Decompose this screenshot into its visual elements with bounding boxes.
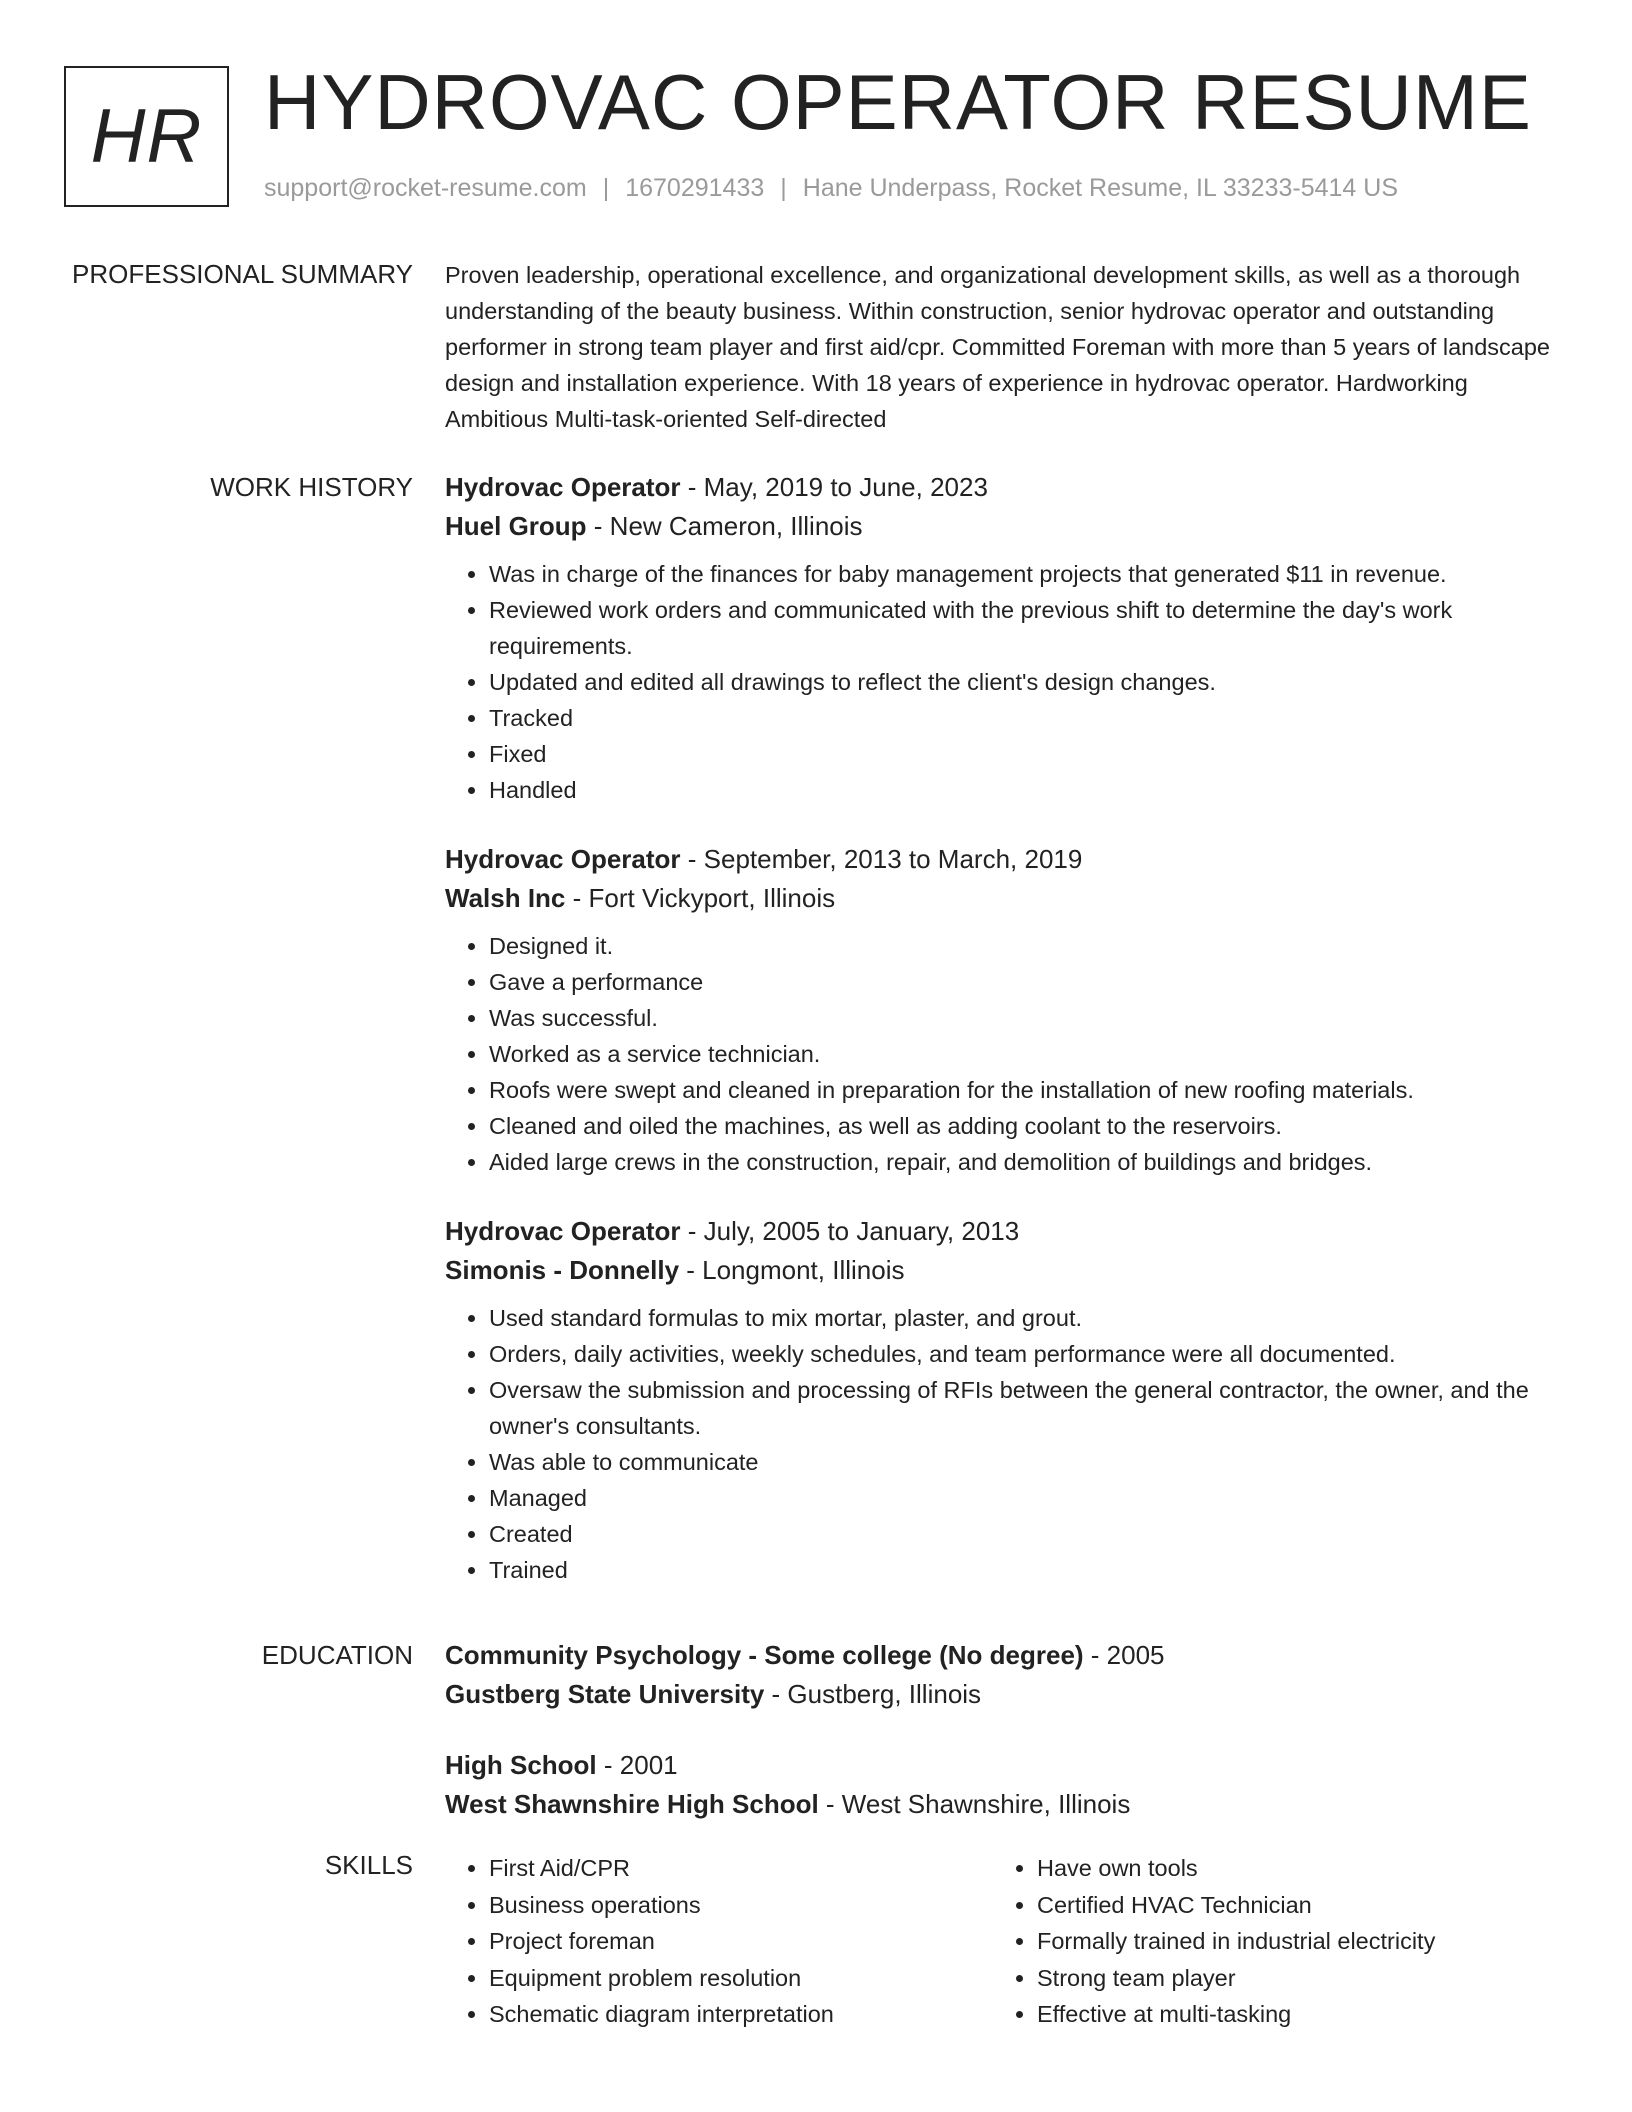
- job-bullet: • Handled: [489, 772, 1565, 808]
- job-bullet: • Orders, daily activities, weekly schedules, and team performance were all documented.: [489, 1336, 1565, 1372]
- job-bullet: • Designed it.: [489, 928, 1565, 964]
- education-year: - 2001: [596, 1750, 678, 1780]
- job-dates: - July, 2005 to January, 2013: [680, 1216, 1020, 1246]
- skills-list-left: [445, 1850, 993, 2033]
- summary-body: [445, 257, 1565, 437]
- job-bullet: • Managed: [489, 1480, 1565, 1516]
- job-bullets: [445, 1300, 1565, 1588]
- job-company: Simonis - Donnelly: [445, 1255, 680, 1285]
- job-bullet: • Cleaned and oiled the machines, as well as adding coolant to the reservoirs.: [489, 1108, 1565, 1144]
- skill-item: • Formally trained in industrial electricity: [1037, 1923, 1541, 1960]
- job-bullet: • Worked as a service technician.: [489, 1036, 1565, 1072]
- skills-grid: [445, 1850, 1565, 2033]
- skill-item: • Schematic diagram interpretation: [489, 1996, 993, 2033]
- job-bullet: • Fixed: [489, 736, 1565, 772]
- education-degree-line: [445, 1746, 1565, 1785]
- skill-item: • First Aid/CPR: [489, 1850, 993, 1887]
- contact-phone: 1670291433: [625, 174, 765, 202]
- summary-text: Proven leadership, operational excellence, and organizational development skills, as well as a thorough understanding of the beauty business. Within construction, senior hydrovac operator and outstanding performer in strong team player and first aid/cpr. Committed Foreman with more than 5 years of landscape design and installation experience. With 18 years of experience in hydrovac operator. Hardworking Ambitious Multi-task-oriented Self-directed: [445, 262, 1550, 432]
- job-bullet: • Tracked: [489, 700, 1565, 736]
- education-school: West Shawnshire High School: [445, 1789, 819, 1819]
- job-bullet: • Aided large crews in the construction, repair, and demolition of buildings and bridges.: [489, 1144, 1565, 1180]
- skills-label: SKILLS: [324, 1850, 413, 1880]
- job-entry: [445, 1212, 1565, 1588]
- education-location: - Gustberg, Illinois: [764, 1679, 982, 1709]
- page-title: HYDROVAC OPERATOR RESUME: [264, 58, 1532, 146]
- education-degree: Community Psychology - Some college (No degree): [445, 1640, 1084, 1670]
- contact-separator: |: [780, 174, 787, 202]
- summary-label: PROFESSIONAL SUMMARY: [72, 259, 413, 289]
- skill-item: • Equipment problem resolution: [489, 1960, 993, 1997]
- education-degree: High School: [445, 1750, 597, 1780]
- job-location: - New Cameron, Illinois: [586, 511, 863, 541]
- contact-address: Hane Underpass, Rocket Resume, IL 33233-5414 US: [802, 174, 1399, 202]
- skill-item: • Project foreman: [489, 1923, 993, 1960]
- job-dates: - September, 2013 to March, 2019: [680, 844, 1083, 874]
- job-bullet: • Gave a performance: [489, 964, 1565, 1000]
- skill-item: • Strong team player: [1037, 1960, 1541, 1997]
- contact-line: [264, 174, 1398, 203]
- contact-email: support@rocket-resume.com: [264, 174, 587, 202]
- job-bullet: • Used standard formulas to mix mortar, plaster, and grout.: [489, 1300, 1565, 1336]
- job-title-line: [445, 468, 1565, 507]
- job-title-line: [445, 840, 1565, 879]
- skill-item: • Certified HVAC Technician: [1037, 1887, 1541, 1924]
- education-location: - West Shawnshire, Illinois: [818, 1789, 1131, 1819]
- job-bullet: • Was successful.: [489, 1000, 1565, 1036]
- education-school-line: [445, 1785, 1565, 1824]
- education-year: - 2005: [1083, 1640, 1165, 1670]
- job-company-line: [445, 879, 1565, 918]
- job-bullet: • Roofs were swept and cleaned in preparation for the installation of new roofing materials.: [489, 1072, 1565, 1108]
- job-bullet: • Trained: [489, 1552, 1565, 1588]
- skill-item: • Business operations: [489, 1887, 993, 1924]
- job-company-line: [445, 1251, 1565, 1290]
- job-title: Hydrovac Operator: [445, 1216, 681, 1246]
- education-school-line: [445, 1675, 1565, 1714]
- job-location: - Longmont, Illinois: [679, 1255, 905, 1285]
- work-history-label: WORK HISTORY: [210, 472, 413, 502]
- education-degree-line: [445, 1636, 1565, 1675]
- job-bullet: • Was able to communicate: [489, 1444, 1565, 1480]
- job-bullet: • Reviewed work orders and communicated with the previous shift to determine the day's work requirements.: [489, 592, 1565, 664]
- skill-item: • Effective at multi-tasking: [1037, 1996, 1541, 2033]
- monogram-logo: HR: [64, 66, 229, 207]
- skills-list-right: [993, 1850, 1541, 2033]
- job-company: Walsh Inc: [445, 883, 566, 913]
- job-entry: [445, 840, 1565, 1180]
- job-title: Hydrovac Operator: [445, 472, 681, 502]
- job-company-line: [445, 507, 1565, 546]
- work-history-body: [445, 468, 1565, 1620]
- contact-separator: |: [602, 174, 610, 202]
- education-entry: [445, 1636, 1565, 1714]
- education-label: EDUCATION: [261, 1640, 413, 1670]
- job-bullet: • Created: [489, 1516, 1565, 1552]
- job-bullet: • Oversaw the submission and processing of RFIs between the general contractor, the owner, and the owner's consultants.: [489, 1372, 1565, 1444]
- job-title: Hydrovac Operator: [445, 844, 681, 874]
- job-bullet: • Was in charge of the finances for baby management projects that generated $11 in revenue.: [489, 556, 1565, 592]
- skills-body: [445, 1850, 1565, 2033]
- job-entry: [445, 468, 1565, 808]
- job-dates: - May, 2019 to June, 2023: [680, 472, 988, 502]
- job-bullets: [445, 556, 1565, 808]
- job-location: - Fort Vickyport, Illinois: [565, 883, 836, 913]
- job-company: Huel Group: [445, 511, 587, 541]
- education-entry: [445, 1746, 1565, 1824]
- education-body: [445, 1636, 1565, 1824]
- job-title-line: [445, 1212, 1565, 1251]
- skill-item: • Have own tools: [1037, 1850, 1541, 1887]
- job-bullet: • Updated and edited all drawings to reflect the client's design changes.: [489, 664, 1565, 700]
- job-bullets: [445, 928, 1565, 1180]
- education-school: Gustberg State University: [445, 1679, 765, 1709]
